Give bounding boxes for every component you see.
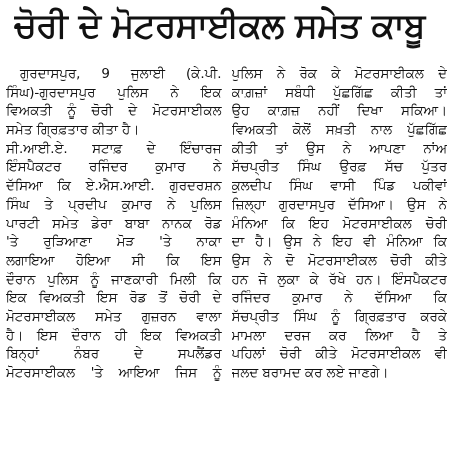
text-line: ਕੀਤੀ ਤਾਂ ਉਸ ਨੇ ਆਪਣਾ ਨਾਂਅ — [231, 141, 447, 157]
text-line: ਸੱਚਪ੍ਰੀਤ ਸਿੰਘ ਉਰਫ਼ ਸੱਚ ਪੁੱਤਰ — [231, 160, 447, 176]
text-line: ਬਿਨ੍ਹਾਂ ਨੰਬਰ ਦੇ ਸਪਲੈਂਡਰ — [6, 347, 222, 363]
text-line: ਦੌਰਾਨ ਪੁਲਿਸ ਨੂੰ ਜਾਣਕਾਰੀ ਮਿਲੀ ਕਿ — [6, 272, 222, 288]
text-line: ਦਾ ਹੈ। ਉਸ ਨੇ ਇਹ ਵੀ ਮੰਨਿਆ ਕਿ — [231, 235, 447, 251]
text-line: ਕਾਗ਼ਜ਼ਾਂ ਸਬੰਧੀ ਪੁੱਛਗਿੱਛ ਕੀਤੀ ਤਾਂ — [231, 85, 447, 101]
text-line: ਹੈ। ਇਸ ਦੌਰਾਨ ਹੀ ਇਕ ਵਿਅਕਤੀ — [6, 328, 222, 344]
text-line: ਸਮੇਤ ਗ੍ਰਿਫ਼ਤਾਰ ਕੀਤਾ ਹੈ। — [6, 123, 140, 139]
text-line: ਇੰਸਪੈਕਟਰ ਰਜਿੰਦਰ ਕੁਮਾਰ ਨੇ — [6, 160, 222, 176]
text-line: ਮੋਟਰਸਾਈਕਲ 'ਤੇ ਆਇਆ ਜਿਸ ਨੂੰ — [6, 366, 222, 381]
text-line: ਦੱਸਿਆ ਕਿ ਏ.ਐਸ.ਆਈ. ਗੁਰਦਰਸ਼ਨ — [6, 179, 222, 195]
body-column-left — [6, 66, 222, 384]
article-body — [6, 66, 447, 384]
text-line: ਮੰਨਿਆ ਕਿ ਇਹ ਮੋਟਰਸਾਈਕਲ ਚੋਰੀ — [231, 216, 447, 232]
text-line: ਕੁਲਦੀਪ ਸਿੰਘ ਵਾਸੀ ਪਿੰਡ ਪਕੀਵਾਂ — [231, 179, 447, 195]
text-line: ਉਸ ਨੇ ਦੋ ਮੋਟਰਸਾਈਕਲ ਚੋਰੀ ਕੀਤੇ — [231, 253, 447, 269]
text-line: ਜ਼ਿਲ੍ਹਾ ਗੁਰਦਾਸਪੁਰ ਦੱਸਿਆ। ਉਸ ਨੇ — [231, 197, 447, 213]
text-line: ਸੀ.ਆਈ.ਏ. ਸਟਾਫ਼ ਦੇ ਇੰਚਾਰਜ — [6, 141, 222, 157]
text-line: 'ਤੇ ਰੁੜਿਆਣਾ ਮੋੜ 'ਤੇ ਨਾਕਾ — [6, 235, 222, 251]
text-line: ਪਾਰਟੀ ਸਮੇਤ ਡੇਰਾ ਬਾਬਾ ਨਾਨਕ ਰੋਡ — [6, 216, 222, 232]
text-line: ਪੁਲਿਸ ਨੇ ਰੋਕ ਕੇ ਮੋਟਰਸਾਈਕਲ ਦੇ — [231, 67, 447, 82]
text-line: ਸੱਚਪ੍ਰੀਤ ਸਿੰਘ ਨੂੰ ਗ੍ਰਿਫ਼ਤਾਰ ਕਰਕੇ — [231, 309, 447, 325]
text-line: ਸਿੰਘ)-ਗੁਰਦਾਸਪੁਰ ਪੁਲਿਸ ਨੇ ਇਕ — [6, 85, 222, 101]
text-line: ਰਜਿੰਦਰ ਕੁਮਾਰ ਨੇ ਦੱਸਿਆ ਕਿ — [231, 291, 447, 307]
text-line: ਇਕ ਵਿਅਕਤੀ ਇਸ ਰੋਡ ਤੋਂ ਚੋਰੀ ਦੇ — [6, 291, 222, 307]
text-line: ਮਾਮਲਾ ਦਰਜ ਕਰ ਲਿਆ ਹੈ ਤੇ — [231, 328, 447, 344]
text-line: ਵਿਅਕਤੀ ਨੂੰ ਚੋਰੀ ਦੇ ਮੋਟਰਸਾਈਕਲ — [6, 104, 222, 120]
text-line: ਲਗਾਇਆ ਹੋਇਆ ਸੀ ਕਿ ਇਸ — [6, 253, 222, 269]
body-column-right — [232, 66, 448, 384]
text-line: ਮੋਟਰਸਾਈਕਲ ਸਮੇਤ ਗੁਜ਼ਰਨ ਵਾਲਾ — [6, 309, 222, 325]
article-headline: ਚੋਰੀ ਦੇ ਮੋਟਰਸਾਈਕਲ ਸਮੇਤ ਕਾਬੂ — [14, 6, 425, 46]
text-line: ਪਹਿਲਾਂ ਚੋਰੀ ਕੀਤੇ ਮੋਟਰਸਾਈਕਲ ਵੀ — [231, 347, 447, 363]
text-line: ਵਿਅਕਤੀ ਕੋਲੋਂ ਸਖ਼ਤੀ ਨਾਲ ਪੁੱਛਗਿੱਛ — [231, 123, 447, 139]
text-line: ਉਹ ਕਾਗ਼ਜ਼ ਨਹੀਂ ਦਿਖਾ ਸਕਿਆ। — [231, 104, 447, 120]
text-line: ਸਿੰਘ ਤੇ ਪ੍ਰਦੀਪ ਕੁਮਾਰ ਨੇ ਪੁਲਿਸ — [6, 197, 222, 213]
text-line: ਜਲਦ ਬਰਾਮਦ ਕਰ ਲਏ ਜਾਣਗੇ। — [231, 366, 389, 381]
text-line: ਗੁਰਦਾਸਪੁਰ, 9 ਜੁਲਾਈ (ਕੇ.ਪੀ. — [20, 67, 222, 82]
text-line: ਹਨ ਜੋ ਲੁਕਾ ਕੇ ਰੱਖੇ ਹਨ। ਇੰਸਪੈਕਟਰ — [231, 272, 447, 288]
